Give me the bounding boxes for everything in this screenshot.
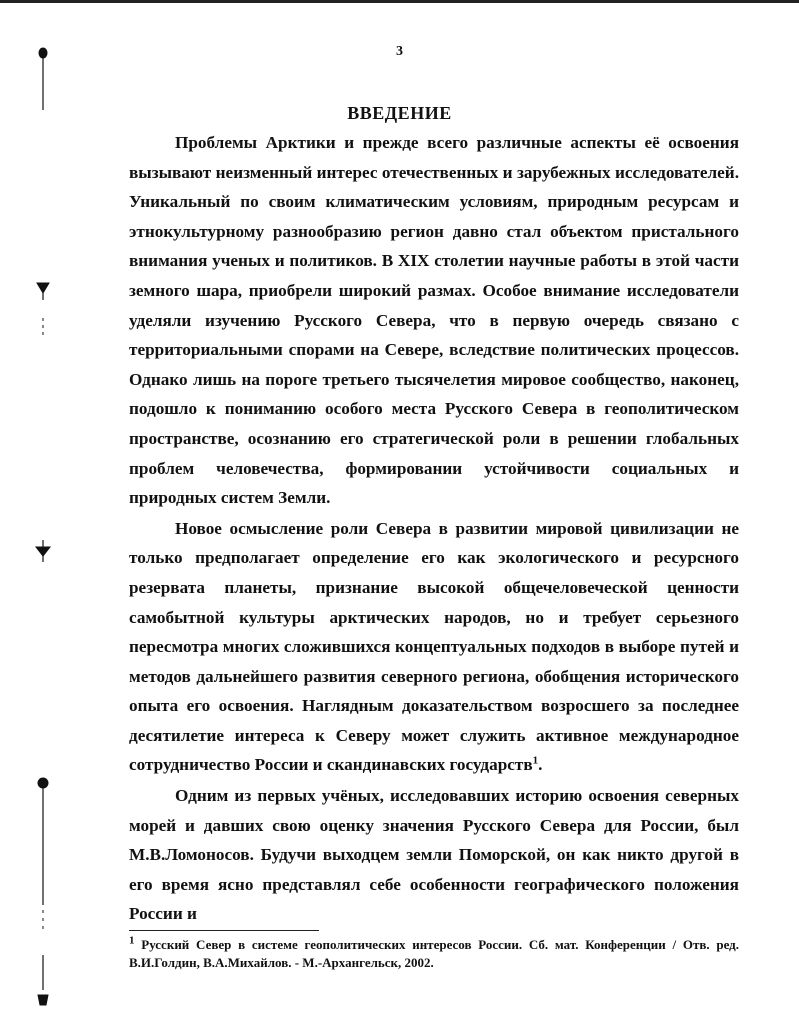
binding-mark-5-icon: [38, 955, 48, 1005]
paragraph-1: [129, 128, 739, 513]
paragraph-2-text: Новое осмысление роли Севера в развитии мировой цивилизации не только предполагает определение его как экологического и ресурсного резервата планеты, признание высокой общечеловеческой ценности самобытной культуры арктических народов, но и требует серьезного пересмотра многих сложившихся концептуальных подходов в выборе путей и методов дальнейшего развития северного региона, обобщения исторического опыта его освоения. Наглядным доказательством возросшего за последнее десятилетие интереса к Северу может служить активное международное сотрудничество России и скандинавских государств: [129, 518, 739, 775]
binding-margin-marks: [30, 0, 60, 1034]
paragraph-3: [129, 781, 739, 929]
binding-mark-3-icon: [36, 540, 50, 562]
paragraph-3-text: Одним из первых учёных, исследовавших историю освоения северных морей и давших свою оценку значения Русского Севера для России, был М.В.Ломоносов. Будучи выходцем земли Поморской, он как никто другой в его время ясно представлял себе особенности географического положения России и: [129, 786, 739, 924]
binding-mark-2-icon: [37, 283, 49, 336]
page-number: 3: [396, 44, 403, 59]
page-title: ВВЕДЕНИЕ: [347, 103, 452, 123]
footnote: [129, 936, 739, 972]
binding-mark-4-icon: [38, 778, 48, 930]
top-rule: [0, 0, 799, 3]
paragraph-2: Новое осмысление роли Севера в развитии мировой цивилизации не только предполагает определение его как экологического и ресурсного резервата планеты, признание высокой общечеловеческой ценности самобытной культуры арктических народов, но и требует серьезного пересмотра многих сложившихся концептуальных подходов в выборе путей и методов дальнейшего развития северного региона, обобщения исторического опыта его освоения. Наглядным доказательством возросшего за последнее десятилетие интереса к Северу может служить активное международное сотрудничество России и скандинавских государств$^1$.: [129, 518, 739, 775]
footnote-text: Русский Север в системе геополитических интересов России. Сб. мат. Конференции / Отв. ред. В.И.Голдин, В.А.Михайлов. - М.-Архангельск, 2002.: [129, 937, 739, 970]
footnote-separator: [129, 930, 319, 931]
footnote-reference: 1: [532, 754, 539, 767]
footnote-marker: 1: [129, 934, 135, 947]
body-text: [129, 128, 739, 929]
paragraph-1-text: Проблемы Арктики и прежде всего различные аспекты её освоения вызывают неизменный интерес отечественных и зарубежных исследователей. Уникальный по своим климатическим условиям, природным ресурсам и этнокультурному разнообразию регион давно стал объектом пристального внимания ученых и политиков. В XIX столетии научные работы в этой части земного шара, приобрели широкий размах. Особое внимание исследователи уделяли изучению Русского Севера, что в первую очередь связано с территориальными спорами на Севере, вследствие политических процессов. Однако лишь на пороге третьего тысячелетия мировое сообщество, наконец, подошло к пониманию особого места Русского Севера в геополитическом пространстве, осознанию его стратегической роли в решении глобальных проблем человечества, формировании устойчивости социальных и природных систем Земли.: [129, 133, 739, 508]
